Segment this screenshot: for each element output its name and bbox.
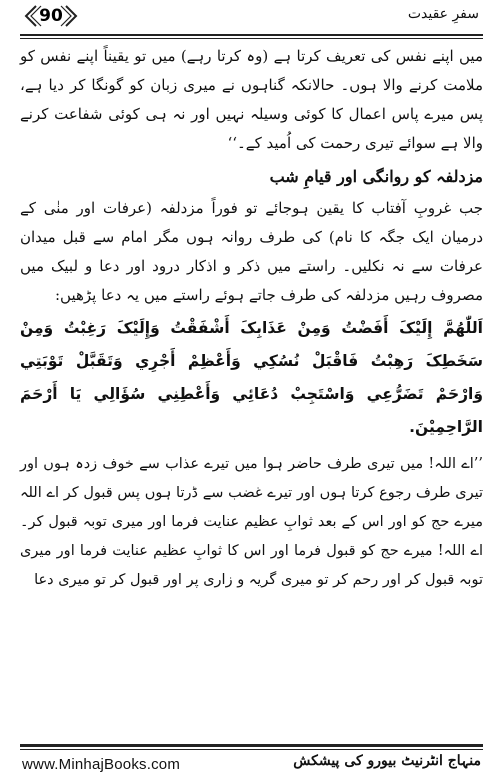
prayer-translation: ’’اے اللہ! میں تیری طرف حاضر ہوا میں تیرے عذاب سے خوف زدہ ہوں اور تیری طرف رجوع کرتا ہوں اور تیرے غضب سے ڈرتا ہوں پس قبول کر اے اللہ میرے حج کو اور اس کے بعد ثوابِ عظیم عنایت فرما اور میری توبہ قبول کر۔ اے اللہ! میرے حج کو قبول فرما اور اس کا ثوابِ عظیم عنایت فرما اور میری توبہ قبول کر اور رحم کر تو میری گریہ و زاری پر اور قبول کر تو میری دعا xyxy=(20,456,483,588)
footer-website: www.MinhajBooks.com xyxy=(22,756,181,773)
page-number: 90 xyxy=(39,6,63,26)
page-number-ornament xyxy=(22,2,80,30)
footer-publisher: منہاج انٹرنیٹ بیورو کی پیشکش xyxy=(293,753,481,769)
header-rule-thin xyxy=(20,38,483,39)
running-header-title: سفرِ عقیدت xyxy=(407,6,479,22)
header-rule xyxy=(20,34,483,36)
page-body xyxy=(20,40,483,595)
section-heading: مزدلفہ کو روانگی اور قیامِ شب xyxy=(269,167,483,186)
arabic-prayer: اَللّٰهُمَّ إِلَيْکَ أَفَضْتُ وَمِنْ عَذَابِکَ أَشْفَقْتُ وَإِلَيْکَ رَغِبْتُ وَمِنْ سَخَطِکَ رَهِبْتُ فَاقْبَلْ نُسُکِي وَأَعْظِمْ أَجْرِي وَتَقَبَّلْ تَوْبَتِي وَارْحَمْ تَضَرُّعِي وَاسْتَجِبْ دُعَائِي وَأَعْطِنِي سُؤَالِي يَا أَرْحَمَ الرَّاحِمِيْنَ. xyxy=(20,319,483,436)
paragraph-opening: میں اپنے نفس کی تعریف کرتا ہے (وہ کرتا رہے) میں تو یقیناً اپنے نفس کو ملامت کرنے والا ہوں۔ حالانکہ گناہوں نے میری زبان کو گونگا کر دیا ہے، پس میرے پاس اعمال کا کوئی وسیلہ نہیں اور نہ ہی کوئی شفاعت کرنے والا ہے سوائے تیری رحمت کی اُمید کے۔‘‘ xyxy=(20,47,483,152)
footer-rule xyxy=(20,744,483,747)
footer-rule-thin xyxy=(20,749,483,750)
paragraph-instructions: جب غروبِ آفتاب کا یقین ہوجائے تو فوراً مزدلفہ (عرفات اور منٰی کے درمیان ایک جگہ کا نام) کی طرف روانہ ہوں مگر امام سے قبل میدان عرفات سے نہ نکلیں۔ راستے میں ذکر و اذکار درود اور دعا و لبیک میں مصروف رہیں مزدلفہ کی طرف جاتے ہوئے راستے میں یہ دعا پڑھیں: xyxy=(20,199,483,304)
